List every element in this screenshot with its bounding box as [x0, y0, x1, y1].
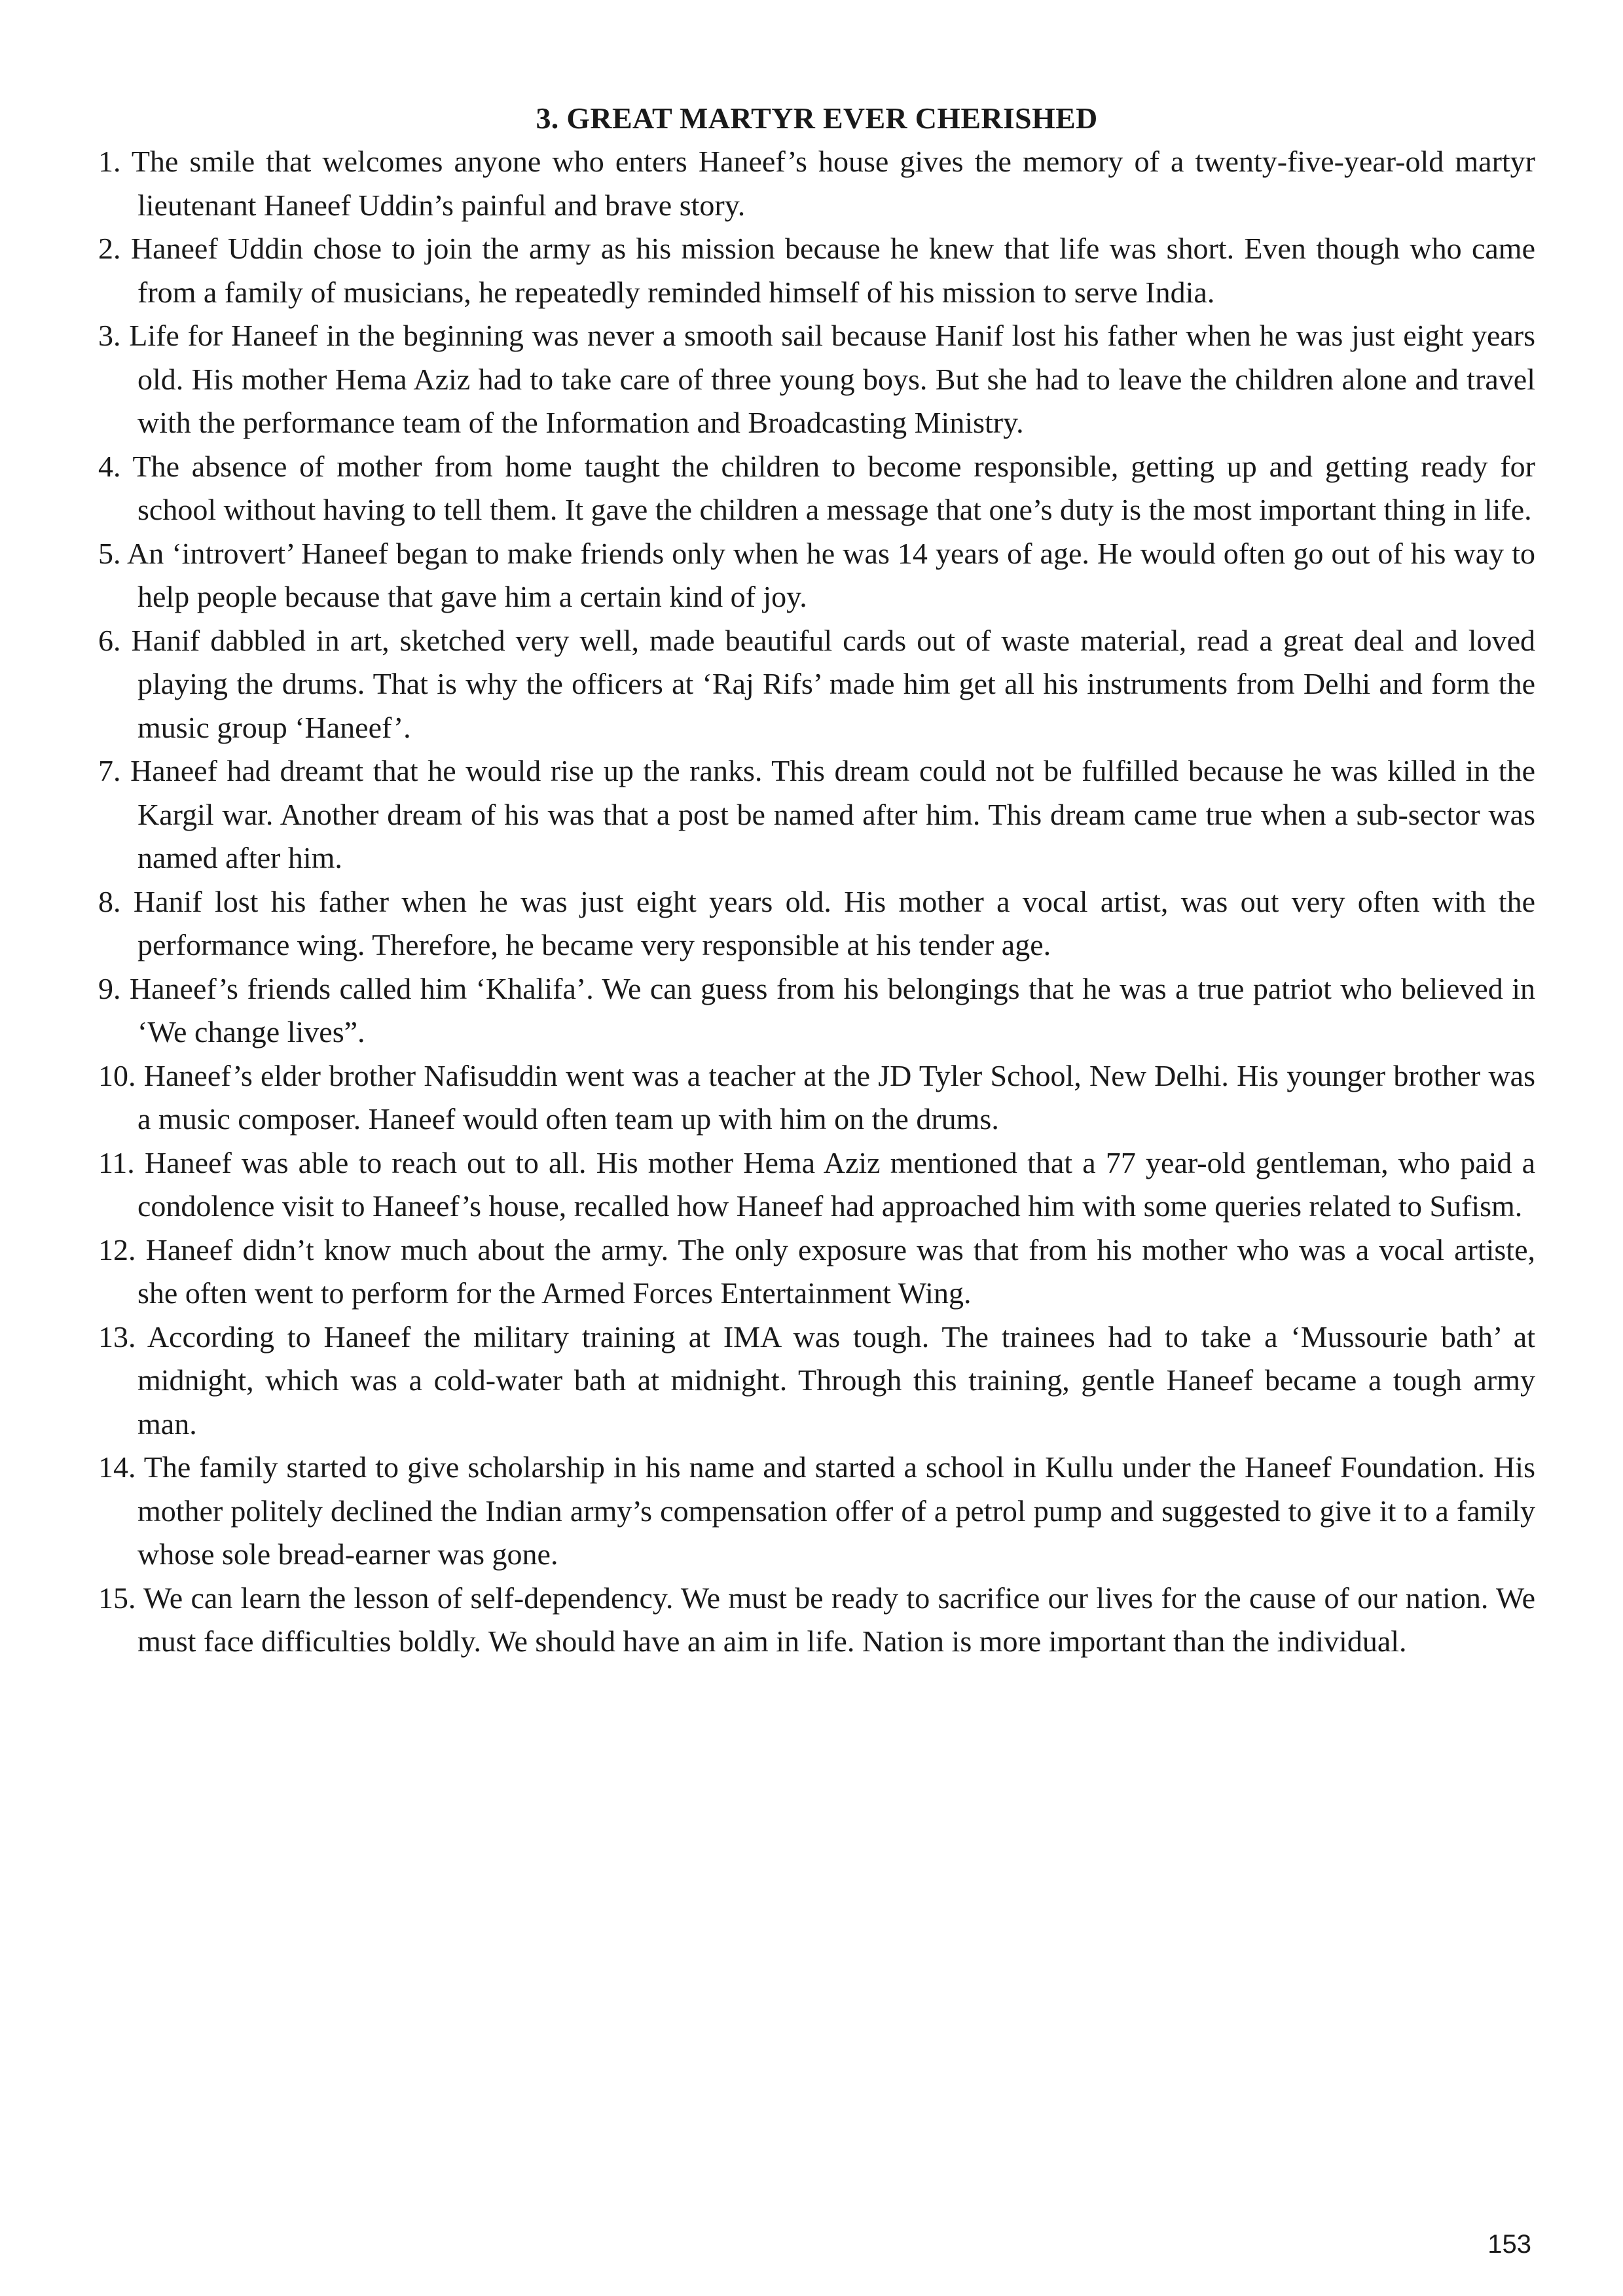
- answer-item-15: 15. We can learn the lesson of self-dependency. We must be ready to sacrifice our lives for the cause of our nation. We must face difficulties boldly. We should have an aim in life. Nation is more important than the individual.: [98, 1581, 1535, 1658]
- answer-item-6: 6. Hanif dabbled in art, sketched very well, made beautiful cards out of waste material, read a great deal and loved playing the drums. That is why the officers at ‘Raj Rifs’ made him get all his instruments from Delhi and form the music group ‘Haneef’.: [98, 623, 1535, 744]
- chapter-title: 3. GREAT MARTYR EVER CHERISHED: [536, 101, 1098, 135]
- answer-item-5: 5. An ‘introvert’ Haneef began to make friends only when he was 14 years of age. He would often go out of his way to help people because that gave him a certain kind of joy.: [98, 536, 1535, 613]
- answer-item-9: 9. Haneef’s friends called him ‘Khalifa’. We can guess from his belongings that he was a true patriot who believed in ‘We change lives”.: [98, 971, 1535, 1049]
- answer-item-8: 8. Hanif lost his father when he was just eight years old. His mother a vocal artist, was out very often with the performance wing. Therefore, he became very responsible at his tender age.: [98, 884, 1535, 961]
- answer-list: [98, 140, 1535, 1664]
- answer-item-7: 7. Haneef had dreamt that he would rise up the ranks. This dream could not be fulfilled because he was killed in the Kargil war. Another dream of his was that a post be named after him. This dream came true when a sub-sector was named after him.: [98, 754, 1535, 874]
- answer-item-10: 10. Haneef’s elder brother Nafisuddin went was a teacher at the JD Tyler School, New Delhi. His younger brother was a music composer. Haneef would often team up with him on the drums.: [98, 1058, 1535, 1136]
- answer-item-3: 3. Life for Haneef in the beginning was never a smooth sail because Hanif lost his father when he was just eight years old. His mother Hema Aziz had to take care of three young boys. But she had to leave the children alone and travel with the performance team of the Information and Broadcasting Ministry.: [98, 319, 1535, 439]
- answer-item-1: 1. The smile that welcomes anyone who enters Haneef’s house gives the memory of a twenty-five-year-old martyr lieutenant Haneef Uddin’s painful and brave story.: [98, 145, 1535, 222]
- page-number: 153: [1487, 2230, 1531, 2259]
- answer-item-2: 2. Haneef Uddin chose to join the army as his mission because he knew that life was short. Even though who came from a family of musicians, he repeatedly reminded himself of his mission to serve India.: [98, 232, 1535, 309]
- answer-item-12: 12. Haneef didn’t know much about the army. The only exposure was that from his mother who was a vocal artiste, she often went to perform for the Armed Forces Entertainment Wing.: [98, 1232, 1535, 1310]
- answer-item-11: 11. Haneef was able to reach out to all. His mother Hema Aziz mentioned that a 77 year-old gentleman, who paid a condolence visit to Haneef’s house, recalled how Haneef had approached him with some queries related to Sufism.: [98, 1145, 1535, 1223]
- document-page: [98, 97, 1535, 1664]
- answer-item-4: 4. The absence of mother from home taught the children to become responsible, getting up and getting ready for school without having to tell them. It gave the children a message that one’s duty is the most important thing in life.: [98, 449, 1535, 526]
- answer-item-14: 14. The family started to give scholarship in his name and started a school in Kullu under the Haneef Foundation. His mother politely declined the Indian army’s compensation offer of a petrol pump and suggested to give it to a family whose sole bread-earner was gone.: [98, 1450, 1535, 1571]
- answer-item-13: 13. According to Haneef the military training at IMA was tough. The trainees had to take a ‘Mussourie bath’ at midnight, which was a cold-water bath at midnight. Through this training, gentle Haneef became a tough army man.: [98, 1319, 1535, 1441]
